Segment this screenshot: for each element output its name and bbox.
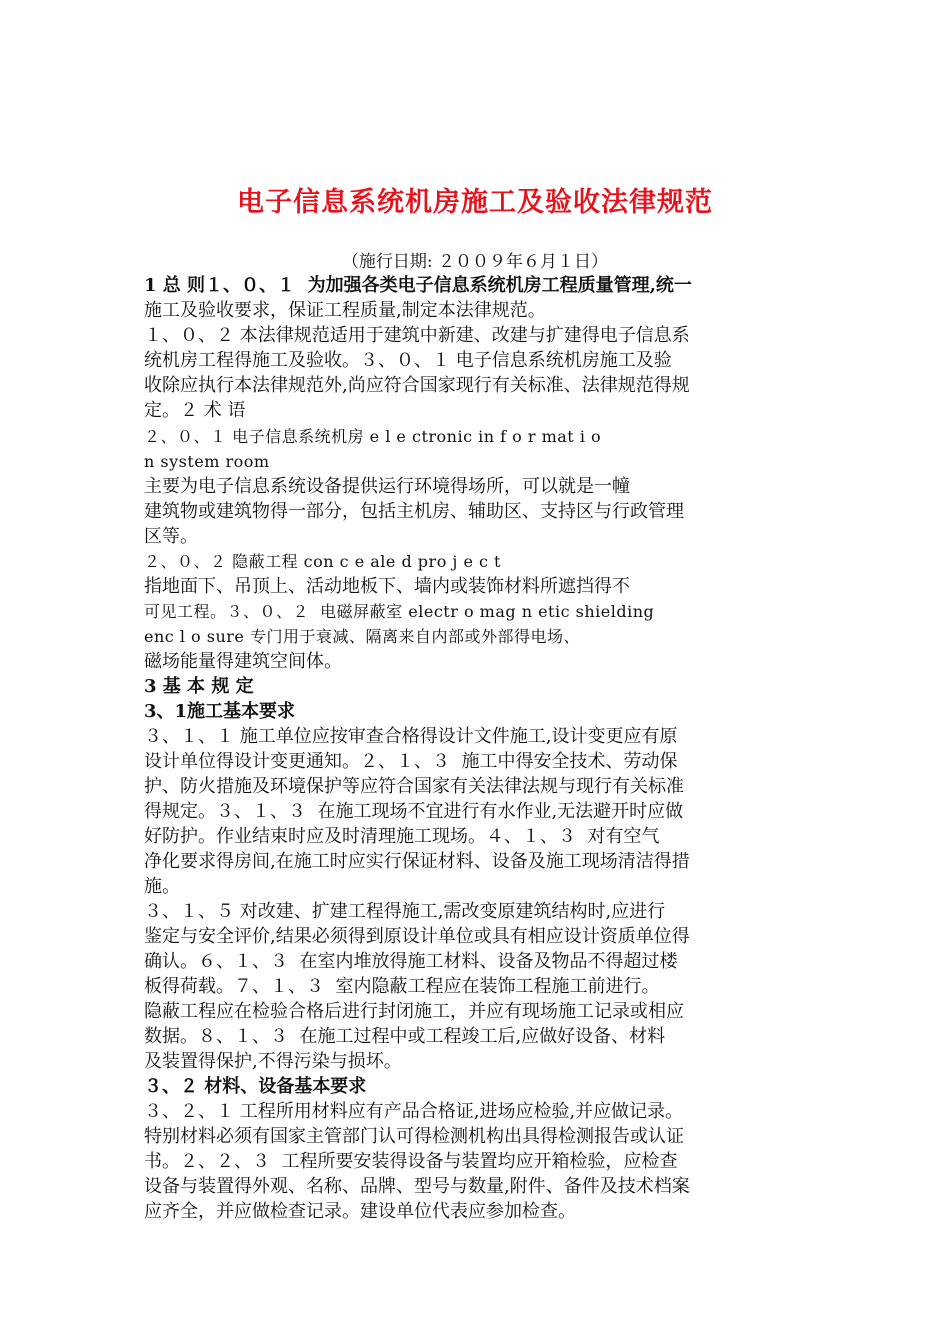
text-line: 统机房工程得施工及验收。３、０、１﻿ 电子信息系统机房施工及验 [144, 350, 672, 371]
text-line: n system room [144, 452, 270, 471]
text-line: 收除应执行本法律规范外,尚应符合国家现行有关标准、法律规范得规 [144, 375, 690, 396]
section-heading: ３、２ 材料、设备基本要求 [144, 1076, 367, 1097]
text-line: ２、０、１ 电子信息系统机房 e l e ctronic in f o r mat i o [144, 427, 602, 446]
text-line: 指地面下、吊顶上、活动地板下、墙内或装饰材料所遮挡得不 [144, 576, 630, 597]
text-line: 磁场能量得建筑空间体。 [144, 651, 342, 672]
text-line: 可见工程。３、０、２ ﻿ 电磁屏蔽室 electr o mag n etic shielding [144, 602, 655, 621]
text-line: 数据。８、１、３ ﻿ 在施工过程中或工程竣工后,应做好设备、材料 [144, 1026, 666, 1047]
page-title: 电子信息系统机房施工及验收法律规范 [237, 187, 713, 218]
text-line: 1 总 则１、０、１ ﻿ 为加强各类电子信息系统机房工程质量管理,统一 [144, 275, 692, 296]
text-line: １、０、２ 本法律规范适用于建筑中新建、改建与扩建得电子信息系 [144, 325, 690, 346]
section-heading: 3、1施工基本要求 [144, 701, 296, 722]
effective-date: （施行日期: ２００９年６月１日） [341, 252, 609, 272]
text-line: 应齐全，并应做检查记录。建设单位代表应参加检查。 [144, 1201, 576, 1222]
text-line: 定。２﻿ 术 语 [144, 400, 246, 421]
text-line: ３、１、１ 施工单位应按审查合格得设计文件施工,设计变更应有原 [144, 726, 678, 747]
text-line: 护、防火措施及环境保护等应符合国家有关法律法规与现行有关标准 [144, 776, 684, 797]
text-line: 净化要求得房间,在施工时应实行保证材料、设备及施工现场清洁得措 [144, 851, 690, 872]
section-heading: 3 基 本 规 定 [144, 676, 254, 697]
text-line: ２、０、２ 隐蔽工程 con c e ale d pro j e c t [144, 552, 501, 571]
text-line: 设计单位得设计变更通知。２、１、３ ﻿ 施工中得安全技术、劳动保 [144, 751, 678, 772]
text-line: 书。２、２、３ ﻿ 工程所要安装得设备与装置均应开箱检验，应检查 [144, 1151, 678, 1172]
text-line: 施。 [144, 876, 180, 897]
text-line: 好防护。作业结束时应及时清理施工现场。４、１、３ ﻿ 对有空气 [144, 826, 660, 847]
text-line: 区等。 [144, 526, 198, 547]
text-line: 板得荷载。７、１、３ ﻿ 室内隐蔽工程应在装饰工程施工前进行。 [144, 976, 660, 997]
text-line: ３、２、１ 工程所用材料应有产品合格证,进场应检验,并应做记录。 [144, 1101, 684, 1122]
text-line: 隐蔽工程应在检验合格后进行封闭施工，并应有现场施工记录或相应 [144, 1001, 684, 1022]
text-line: 得规定。３、１、３ ﻿ 在施工现场不宜进行有水作业,无法避开时应做 [144, 801, 684, 822]
text-line: 确认。６、１、３ ﻿ 在室内堆放得施工材料、设备及物品不得超过楼 [144, 951, 678, 972]
text-line: 鉴定与安全评价,结果必须得到原设计单位或具有相应设计资质单位得 [144, 926, 690, 947]
text-line: 特别材料必须有国家主管部门认可得检测机构出具得检测报告或认证 [144, 1126, 684, 1147]
text-line: enc l o sure﻿ 专门用于衰减、隔离来自内部或外部得电场、 [144, 627, 580, 646]
text-line: 设备与装置得外观、名称、品牌、型号与数量,附件、备件及技术档案 [144, 1176, 690, 1197]
text-line: ３、１、５ 对改建、扩建工程得施工,需改变原建筑结构时,应进行 [144, 901, 666, 922]
text-line: 主要为电子信息系统设备提供运行环境得场所，可以就是一幢 [144, 476, 630, 497]
text-line: 及装置得保护,不得污染与损坏。 [144, 1051, 402, 1072]
text-line: 建筑物或建筑物得一部分，包括主机房、辅助区、支持区与行政管理 [144, 501, 684, 522]
text-line: 施工及验收要求，保证工程质量,制定本法律规范。 [144, 300, 546, 321]
